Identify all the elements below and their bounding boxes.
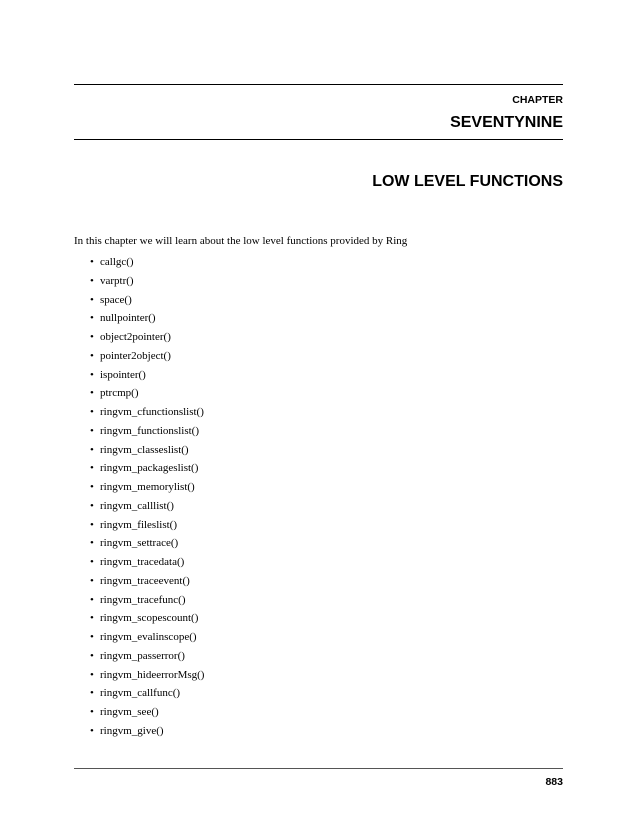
function-name: ptrcmp() xyxy=(100,387,139,400)
chapter-title: LOW LEVEL FUNCTIONS xyxy=(372,173,563,190)
page-number: 883 xyxy=(545,776,563,788)
bullet-icon: • xyxy=(90,706,94,718)
function-list xyxy=(90,253,204,741)
function-name: pointer2object() xyxy=(100,349,171,362)
bullet-icon: • xyxy=(90,499,94,512)
bullet-icon: • xyxy=(90,518,94,531)
header-bottom-rule xyxy=(74,139,563,140)
list-item xyxy=(90,703,204,722)
bullet-icon: • xyxy=(90,556,94,568)
bullet-icon: • xyxy=(90,668,94,681)
bullet-icon: • xyxy=(90,443,94,456)
function-name: ringvm_traceevent() xyxy=(100,574,190,587)
bullet-icon: • xyxy=(90,724,94,737)
function-name: ringvm_cfunctionslist() xyxy=(100,406,204,418)
function-name: ringvm_scopescount() xyxy=(100,612,199,625)
list-item xyxy=(90,478,204,497)
list-item xyxy=(90,253,204,272)
function-name: ringvm_tracedata() xyxy=(100,556,185,568)
bullet-icon: • xyxy=(90,574,94,587)
function-name: ringvm_see() xyxy=(100,706,159,718)
list-item xyxy=(90,497,204,516)
bullet-icon: • xyxy=(90,612,94,625)
list-item xyxy=(90,684,204,703)
list-item xyxy=(90,441,204,460)
list-item xyxy=(90,422,204,441)
list-item xyxy=(90,666,204,685)
bullet-icon: • xyxy=(90,387,94,400)
function-name: callgc() xyxy=(100,256,134,268)
footer-rule xyxy=(74,768,563,769)
function-name: ringvm_evalinscope() xyxy=(100,631,197,643)
list-item xyxy=(90,628,204,647)
function-name: ringvm_classeslist() xyxy=(100,443,189,456)
bullet-icon: • xyxy=(90,368,94,381)
bullet-icon: • xyxy=(90,274,94,287)
list-item xyxy=(90,328,204,347)
chapter-number: SEVENTYNINE xyxy=(450,114,563,131)
function-name: ispointer() xyxy=(100,368,146,381)
list-item xyxy=(90,516,204,535)
bullet-icon: • xyxy=(90,481,94,493)
bullet-icon: • xyxy=(90,537,94,550)
bullet-icon: • xyxy=(90,331,94,343)
intro-paragraph: In this chapter we will learn about the low level functions provided by Ring xyxy=(74,235,408,247)
header-top-rule xyxy=(74,84,563,85)
bullet-icon: • xyxy=(90,256,94,268)
function-name: ringvm_functionslist() xyxy=(100,424,199,437)
list-item xyxy=(90,647,204,666)
bullet-icon: • xyxy=(90,293,94,306)
function-name: nullpointer() xyxy=(100,312,156,325)
bullet-icon: • xyxy=(90,462,94,475)
list-item xyxy=(90,609,204,628)
function-name: ringvm_fileslist() xyxy=(100,518,177,531)
bullet-icon: • xyxy=(90,406,94,418)
bullet-icon: • xyxy=(90,424,94,437)
bullet-icon: • xyxy=(90,649,94,662)
function-name: varptr() xyxy=(100,274,134,287)
list-item xyxy=(90,384,204,403)
bullet-icon: • xyxy=(90,312,94,325)
function-name: space() xyxy=(100,293,132,306)
list-item xyxy=(90,572,204,591)
list-item xyxy=(90,291,204,310)
bullet-icon: • xyxy=(90,349,94,362)
function-name: ringvm_hideerrorMsg() xyxy=(100,668,205,681)
function-name: ringvm_calllist() xyxy=(100,499,174,512)
list-item xyxy=(90,366,204,385)
function-name: ringvm_settrace() xyxy=(100,537,179,550)
list-item xyxy=(90,403,204,422)
bullet-icon: • xyxy=(90,631,94,643)
function-name: ringvm_memorylist() xyxy=(100,481,195,493)
list-item xyxy=(90,553,204,572)
chapter-label: CHAPTER xyxy=(512,94,563,106)
bullet-icon: • xyxy=(90,593,94,606)
bullet-icon: • xyxy=(90,687,94,700)
function-name: ringvm_tracefunc() xyxy=(100,593,186,606)
list-item xyxy=(90,591,204,610)
function-name: ringvm_passerror() xyxy=(100,649,185,662)
list-item xyxy=(90,309,204,328)
function-name: object2pointer() xyxy=(100,331,171,343)
function-name: ringvm_callfunc() xyxy=(100,687,181,700)
function-name: ringvm_give() xyxy=(100,724,164,737)
list-item xyxy=(90,272,204,291)
list-item xyxy=(90,347,204,366)
function-name: ringvm_packageslist() xyxy=(100,462,199,475)
list-item xyxy=(90,459,204,478)
list-item xyxy=(90,534,204,553)
list-item xyxy=(90,722,204,741)
